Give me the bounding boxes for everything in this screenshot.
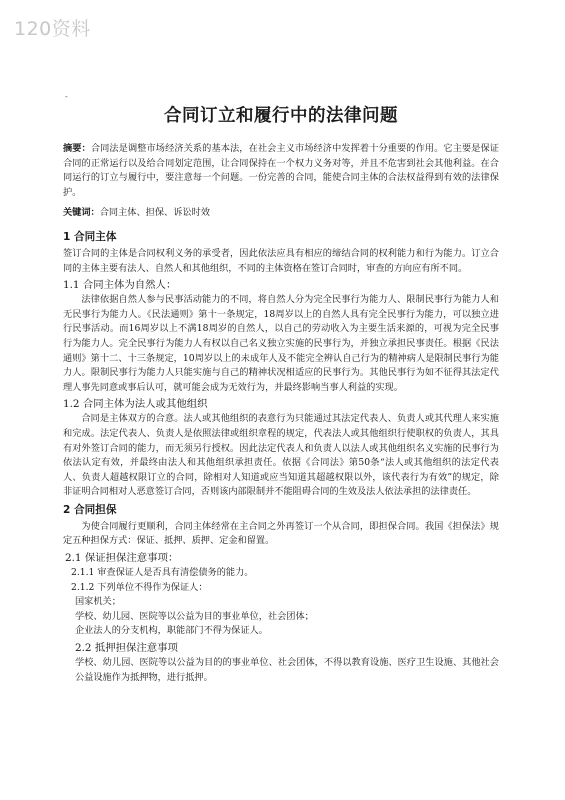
section1-intro: 签订合同的主体是合同权利义务的承受者，因此依法应具有相应的缔结合同的权利能力和行为能力。订立合同的主体主要有法人、自然人和其他组织，不同的主体资格在签订合同时，审查的方向应有所不同。 xyxy=(63,247,499,274)
abstract-text: 合同法是调整市场经济关系的基本法，在社会主义市场经济中发挥着十分重要的作用。它主要是保证合同的正常运行以及给合同划定范围，让合同保持在一个权力义务对等，并且不危害到社会其他利益。在合同运行的订立与履行中，要注意每一个问题。一份完善的合同，能使合同主体的合法权益得到有效的法律保护。 xyxy=(63,143,500,198)
keywords-line xyxy=(63,206,499,221)
section-heading-contract-guarantee: 2 合同担保 xyxy=(63,503,117,516)
subsection-heading-natural-person: 1.1 合同主体为自然人： xyxy=(63,279,177,292)
keywords-label: 关键词： xyxy=(63,207,100,219)
subsection-mortgage-text: 学校、幼儿园、医院等以公益为目的的事业单位、社会团体，不得以教育设施、医疗卫生设施、其他社会公益设施作为抵押物，进行抵押。 xyxy=(75,657,499,683)
item-2-1-2: 2.1.2 下列单位不得作为保证人： xyxy=(71,581,208,593)
subsection-natural-person-text: 法律依据自然人参与民事活动能力的不同，将自然人分为完全民事行为能力人、限制民事行为能力人和无民事行为能力人。《民法通则》第十一条规定，18周岁以上的自然人具有完全民事行为能力，可以独立进行民事活动。而16周岁以上不满18周岁的自然人，以自己的劳动收入为主要生活来源的，可视为完全民事行为能力人。完全民事行为能力人有权以自己名义独立实施的民事行为，并独立承担民事责任。根据《民法通则》第十二、十三条规定，10周岁以上的未成年人及不能完全辨认自己行为的精神病人是限制民事行为能力人。限制民事行为能力人只能实施与自己的精神状况相适应的民事行为。其他民事行为如不征得其法定代理人事先同意或事后认可，就可能会成为无效行为，并最终影响当事人利益的实现。 xyxy=(63,294,499,393)
section-heading-contract-subject: 1 合同主体 xyxy=(63,230,117,243)
watermark-logo: 120资料 xyxy=(14,18,91,40)
list-item: 学校、幼儿园、医院等以公益为目的事业单位，社会团体； xyxy=(75,610,314,622)
abstract-label: 摘要： xyxy=(63,143,91,154)
document-title: 合同订立和履行中的法律问题 xyxy=(164,106,398,126)
list-item: 企业法人的分支机构，职能部门不得为保证人。 xyxy=(75,625,268,637)
section2-intro: 为使合同履行更顺利，合同主体经常在主合同之外再签订一个从合同，即担保合同。我国《担保法》规定五种担保方式：保证、抵押、质押、定金和留置。 xyxy=(63,520,499,547)
header-tick-mark: - xyxy=(65,92,68,101)
abstract-paragraph xyxy=(63,142,499,200)
list-item: 国家机关； xyxy=(75,596,121,608)
subsection-legal-person-text: 合同是主体双方的合意。法人或其他组织的表意行为只能通过其法定代表人、负责人或其代理人来实施和完成。法定代表人、负责人是依照法律或组织章程的规定，代表法人或其他组织行使职权的负责人，其具有对外签订合同的能力，而无须另行授权。因此法定代表人和负责人以法人或其他组织名义实施的民事行为依法认定有效，并最终由法人和其他组织承担责任。依据《合同法》第50条“法人或其他组织的法定代表人、负责人超越权限订立的合同，除相对人知道或应当知道其超越权限以外，该代表行为有效”的规定，除非证明合同相对人恶意签订合同，否则该内部限制并不能阻碍合同的生效及法人依法承担的法律责任。 xyxy=(63,413,499,498)
subsection-heading-mortgage: 2.2 抵押担保注意事项 xyxy=(75,642,178,655)
item-2-1-1: 2.1.1 审查保证人是否具有清偿债务的能力。 xyxy=(71,567,254,579)
keywords-text: 合同主体、担保、诉讼时效 xyxy=(99,207,210,219)
subsection-heading-legal-person: 1.2 合同主体为法人或其他组织 xyxy=(63,398,208,411)
subsection-heading-guaranty: 2.1 保证担保注意事项： xyxy=(65,552,179,565)
document-page xyxy=(63,104,499,685)
